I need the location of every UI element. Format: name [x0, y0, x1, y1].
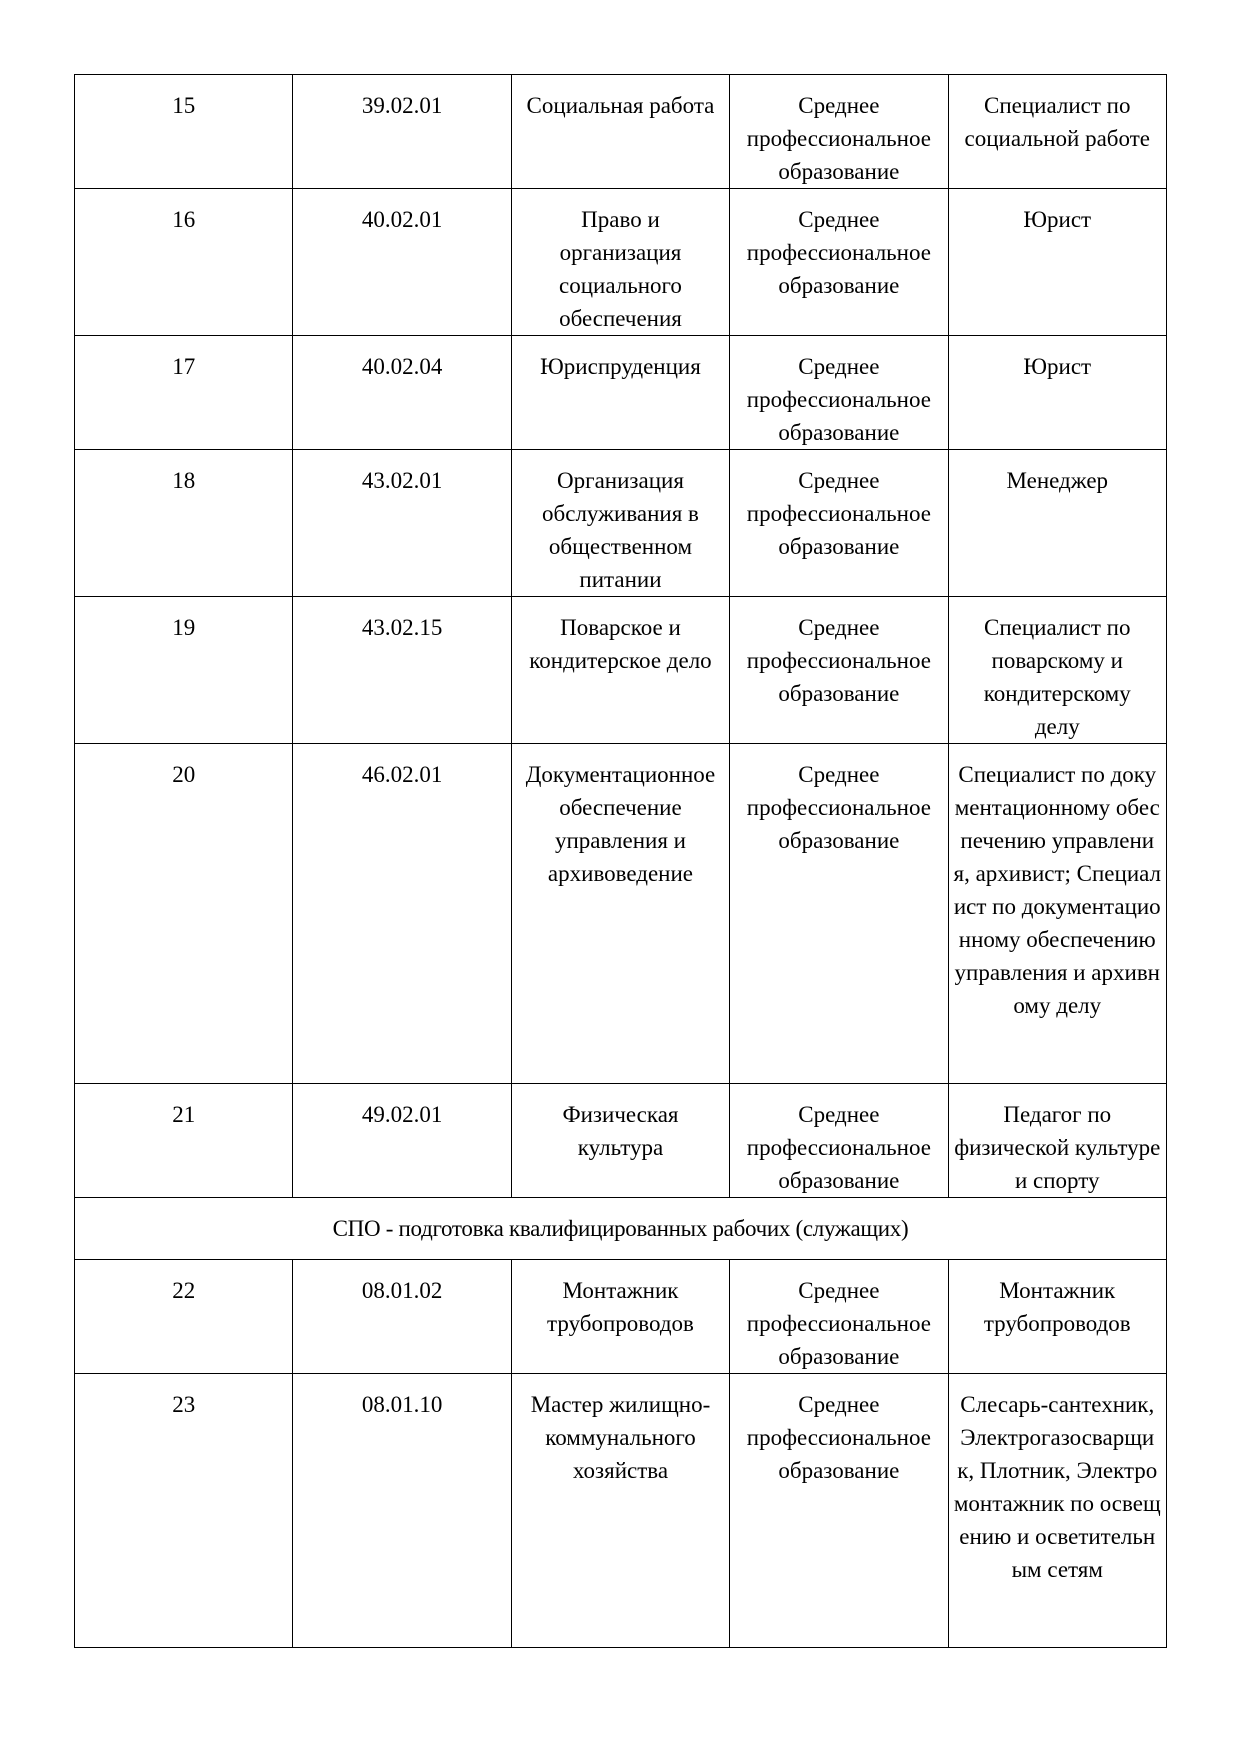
table-row — [75, 744, 1167, 1084]
section-heading: СПО - подготовка квалифицированных рабочих (служащих) — [75, 1198, 1167, 1260]
education-level-cell: Среднее профессиональное образование — [730, 1260, 948, 1374]
specialties-table — [74, 74, 1167, 1648]
qualification-cell: Монтажник трубопроводов — [948, 1260, 1166, 1374]
qualification-cell: Специалист по поварскому и кондитерскому делу — [948, 597, 1166, 744]
specialty-cell: Организация обслуживания в общественном питании — [511, 450, 729, 597]
table-row — [75, 75, 1167, 189]
qualification-cell: Специалист по документационному обеспечению управления, архивист; Специалист по документационному обеспечению управления и архивному делу — [948, 744, 1166, 1084]
qualification-cell: Педагог по физической культуре и спорту — [948, 1084, 1166, 1198]
specialty-cell: Поварское и кондитерское дело — [511, 597, 729, 744]
specialty-cell: Социальная работа — [511, 75, 729, 189]
education-level-cell: Среднее профессиональное образование — [730, 1374, 948, 1648]
code-cell: 49.02.01 — [293, 1084, 511, 1198]
specialty-cell: Физическая культура — [511, 1084, 729, 1198]
table-row — [75, 1084, 1167, 1198]
code-cell: 43.02.01 — [293, 450, 511, 597]
row-number-cell: 16 — [75, 189, 293, 336]
row-number-cell: 20 — [75, 744, 293, 1084]
table-row — [75, 597, 1167, 744]
code-cell: 39.02.01 — [293, 75, 511, 189]
specialty-cell: Право и организация социального обеспечения — [511, 189, 729, 336]
specialty-cell: Монтажник трубопроводов — [511, 1260, 729, 1374]
code-cell: 40.02.04 — [293, 336, 511, 450]
table-row — [75, 1260, 1167, 1374]
education-level-cell: Среднее профессиональное образование — [730, 189, 948, 336]
qualification-cell: Специалист по социальной работе — [948, 75, 1166, 189]
code-cell: 43.02.15 — [293, 597, 511, 744]
row-number-cell: 23 — [75, 1374, 293, 1648]
table-row — [75, 1374, 1167, 1648]
code-cell: 46.02.01 — [293, 744, 511, 1084]
row-number-cell: 17 — [75, 336, 293, 450]
education-level-cell: Среднее профессиональное образование — [730, 75, 948, 189]
code-cell: 08.01.02 — [293, 1260, 511, 1374]
row-number-cell: 21 — [75, 1084, 293, 1198]
row-number-cell: 19 — [75, 597, 293, 744]
specialty-cell: Документационное обеспечение управления и архивоведение — [511, 744, 729, 1084]
row-number-cell: 22 — [75, 1260, 293, 1374]
qualification-cell: Слесарь-сантехник, Электрогазосварщик, Плотник, Электромонтажник по освещению и осветительным сетям — [948, 1374, 1166, 1648]
education-level-cell: Среднее профессиональное образование — [730, 450, 948, 597]
specialty-cell: Мастер жилищно-коммунального хозяйства — [511, 1374, 729, 1648]
row-number-cell: 15 — [75, 75, 293, 189]
table-row — [75, 336, 1167, 450]
education-level-cell: Среднее профессиональное образование — [730, 1084, 948, 1198]
row-number-cell: 18 — [75, 450, 293, 597]
education-level-cell: Среднее профессиональное образование — [730, 336, 948, 450]
section-heading-row — [75, 1198, 1167, 1260]
qualification-cell: Юрист — [948, 189, 1166, 336]
education-level-cell: Среднее профессиональное образование — [730, 744, 948, 1084]
qualification-cell: Юрист — [948, 336, 1166, 450]
education-level-cell: Среднее профессиональное образование — [730, 597, 948, 744]
code-cell: 08.01.10 — [293, 1374, 511, 1648]
qualification-cell: Менеджер — [948, 450, 1166, 597]
table-row — [75, 189, 1167, 336]
code-cell: 40.02.01 — [293, 189, 511, 336]
table-row — [75, 450, 1167, 597]
specialty-cell: Юриспруденция — [511, 336, 729, 450]
